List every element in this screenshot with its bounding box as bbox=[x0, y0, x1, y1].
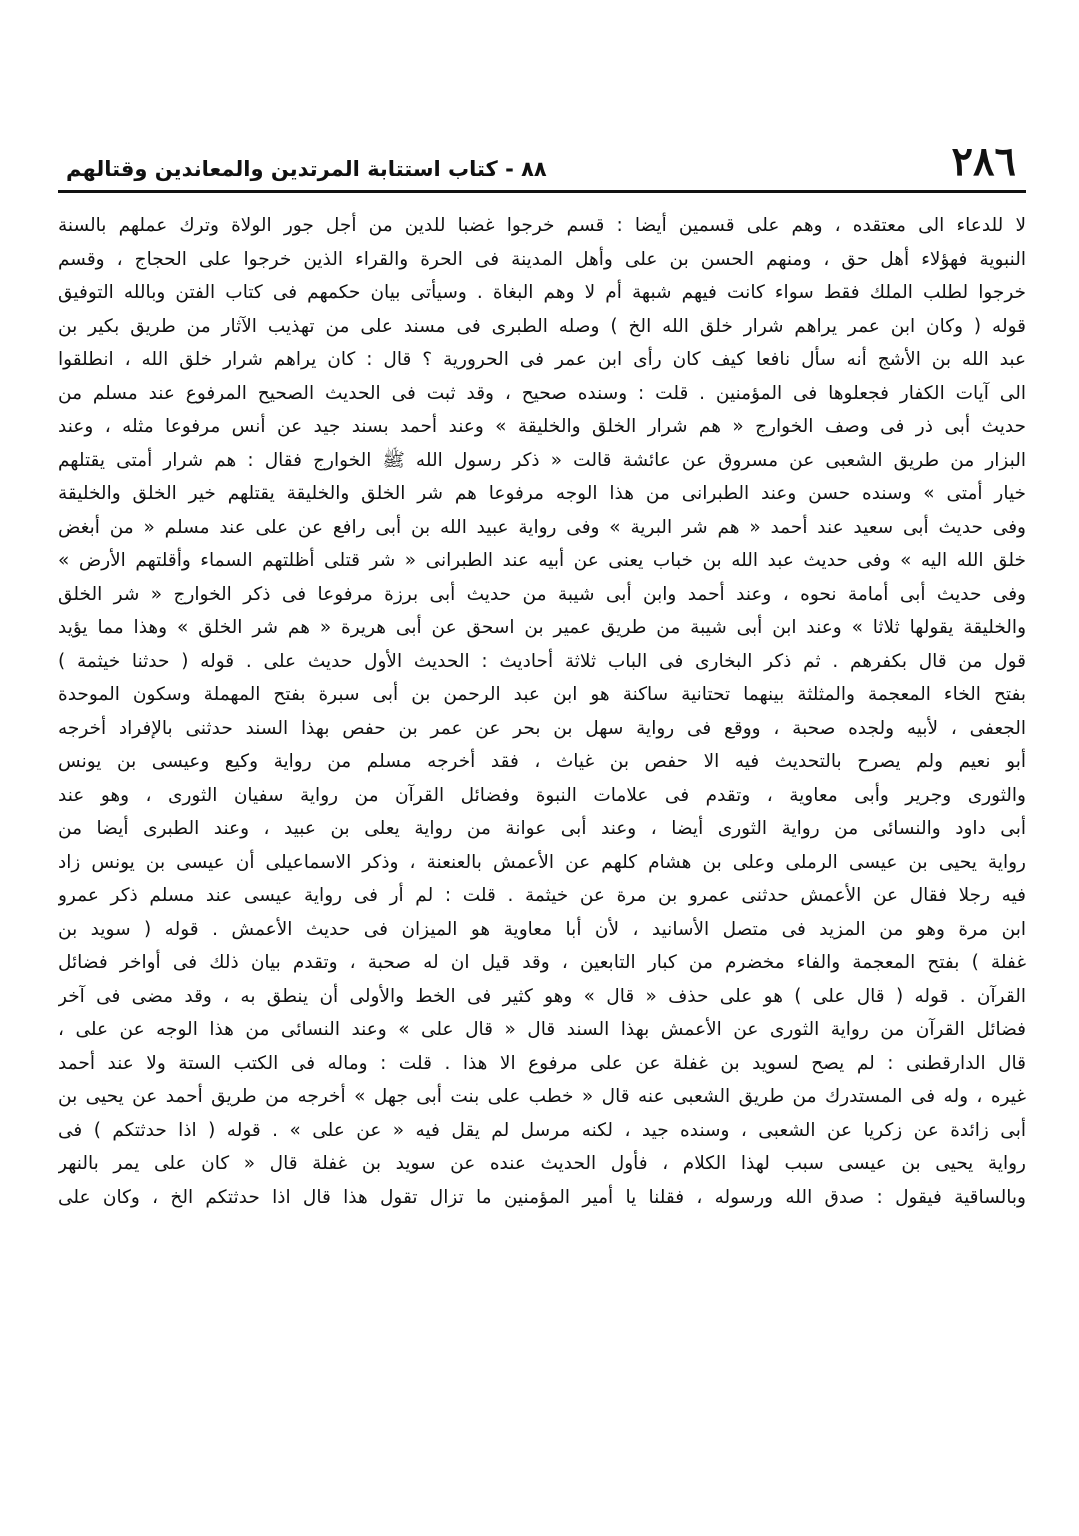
text-line: خيار أمتى » وسنده حسن وعند الطبرانى من هذا الوجه مرفوعا هم شر الخلق والخليقة يقتلهم خير الخلق والخليقة bbox=[58, 483, 1026, 504]
header-rule bbox=[58, 190, 1026, 193]
text-line: والثورى وجرير وأبى معاوية ، وتقدم فى علامات النبوة وفضائل القرآن من رواية سفيان الثورى ، وهو عند bbox=[58, 784, 1026, 806]
text-line: حديث أبى ذر فى وصف الخوارج « هم شرار الخلق والخليقة » وعند أحمد بسند جيد عن أنس مرفوعا مثله ، وعند bbox=[58, 416, 1026, 437]
book-page bbox=[58, 140, 1026, 1214]
text-line: أبو نعيم ولم يصرح بالتحديث فيه الا حفص بن غياث ، فقد أخرجه مسلم من رواية وكيع وعيسى بن يونس bbox=[58, 751, 1026, 772]
body-text bbox=[58, 209, 1026, 1214]
text-line: أبى زائدة عن زكريا عن الشعبى ، وسنده جيد ، لكنه مرسل لم يقل فيه « عن على » . قوله ( اذا حدثتكم ) فى bbox=[58, 1119, 1026, 1141]
text-line: أبى داود والنسائى من رواية الثورى أيضا ، وعند أبى عوانة من رواية يعلى بن عبيد ، وعند الطبرى أيضا من bbox=[58, 818, 1026, 839]
text-line: فيه رجلا فقال عن الأعمش حدثنى عمرو بن مرة عن خيثمة . قلت : لم أر فى رواية عيسى عند مسلم ذكر عمرو bbox=[58, 885, 1026, 906]
text-line: البزار من طريق الشعبى عن مسروق عن عائشة قالت « ذكر رسول الله ﷺ الخوارج فقال : هم شرار أمتى يقتلهم bbox=[58, 449, 1026, 471]
text-line: غيره ، وله فى المستدرك من طريق الشعبى عنه قال « خطب على بنت أبى جهل » أخرجه من طريق أحمد عن يحيى بن bbox=[58, 1086, 1026, 1107]
running-head: ٨٨ - كتاب استتابة المرتدين والمعاندين وقتالهم bbox=[66, 157, 547, 181]
text-line: غفلة ) بفتح المعجمة والفاء مخضرم من كبار التابعين ، وقد قيل ان له صحبة ، وتقدم بيان ذلك فى أواخر فضائل bbox=[58, 952, 1026, 973]
page-header bbox=[58, 140, 1026, 184]
text-line: خلق الله اليه » وفى حديث عبد الله بن خباب يعنى عن أبيه عند الطبرانى « شر قتلى أظلتهم السماء وأقلتهم الأرض » bbox=[58, 550, 1026, 571]
text-line: الجعفى ، لأبيه ولجده صحبة ، ووقع فى رواية سهل بن بحر عن عمر بن حفص بهذا السند حدثنى بالإفراد أخرجه bbox=[58, 717, 1026, 739]
text-line: قال الدارقطنى : لم يصح لسويد بن غفلة عن على مرفوع الا هذا . قلت : وماله فى الكتب الستة ولا عند أحمد bbox=[58, 1052, 1026, 1074]
text-line: النبوية فهؤلاء أهل حق ، ومنهم الحسن بن على وأهل المدينة فى الحرة والقراء الذين خرجوا على الحجاج ، وقسم bbox=[58, 248, 1026, 270]
text-line: وفى حديث أبى أمامة نحوه ، وعند أحمد وابن أبى شيبة من حديث أبى برزة مرفوعا فى ذكر الخوارج « شر الخلق bbox=[58, 583, 1026, 605]
text-line: لا للدعاء الى معتقده ، وهم على قسمين أيضا : قسم خرجوا غضبا للدين من أجل جور الولاة وترك عملهم بالسنة bbox=[58, 215, 1026, 236]
text-line: بفتح الخاء المعجمة والمثلثة بينهما تحتانية ساكنة هو ابن عبد الرحمن بن أبى سبرة بفتح المهملة وسكون الموحدة bbox=[58, 684, 1026, 705]
text-line: قول من قال بكفرهم . ثم ذكر البخارى فى الباب ثلاثة أحاديث : الحديث الأول حديث على . قوله ( حدثنا خيثمة ) bbox=[58, 650, 1026, 672]
text-line: خرجوا لطلب الملك فقط سواء كانت فيهم شبهة أم لا وهم البغاة . وسيأتى بيان حكمهم فى كتاب الفتن وبالله التوفيق bbox=[58, 282, 1026, 303]
text-line: قوله ( وكان ابن عمر يراهم شرار خلق الله الخ ) وصله الطبرى فى مسند على من تهذيب الآثار من طريق بكير بن bbox=[58, 315, 1026, 337]
text-line: الى آيات الكفار فجعلوها فى المؤمنين . قلت : وسنده صحيح ، وقد ثبت فى الحديث الصحيح المرفوع عند مسلم من bbox=[58, 382, 1026, 404]
page-number: ٢٨٦ bbox=[951, 138, 1016, 185]
text-line: عبد الله بن الأشج أنه سأل نافعا كيف كان رأى ابن عمر فى الحرورية ؟ قال : كان يراهم شرار خلق الله ، انطلقوا bbox=[58, 349, 1026, 370]
text-line: وبالساقية فيقول : صدق الله ورسوله ، فقلنا يا أمير المؤمنين ما تزال تقول هذا قال اذا حدثتكم الخ ، وكان على bbox=[58, 1186, 1026, 1208]
text-line: والخليقة يقولها ثلاثا » وعند ابن أبى شيبة من طريق عمير بن اسحق عن أبى هريرة « هم شر الخلق » وهذا مما يؤيد bbox=[58, 617, 1026, 638]
text-line: ابن مرة وهو من المزيد فى متصل الأسانيد ، لأن أبا معاوية هو الميزان فى حديث الأعمش . قوله ( سويد بن bbox=[58, 918, 1026, 940]
text-line: رواية يحيى بن عيسى الرملى وعلى بن هشام كلهم عن الأعمش بالعنعنة ، وذكر الاسماعيلى أن عيسى بن يونس زاد bbox=[58, 851, 1026, 873]
text-line: رواية يحيى بن عيسى سبب لهذا الكلام ، فأول الحديث عنده عن سويد بن غفلة قال « كان على يمر بالنهر bbox=[58, 1153, 1026, 1174]
text-line: وفى حديث أبى سعيد عند أحمد « هم شر البرية » وفى رواية عبيد الله بن أبى رافع عن على عند مسلم « من أبغض bbox=[58, 516, 1026, 538]
text-line: القرآن . قوله ( قال على ) هو على حذف « قال » وهو كثير فى الخط والأولى أن ينطق به ، وقد مضى فى آخر bbox=[58, 985, 1026, 1007]
text-line: فضائل القرآن من رواية الثورى عن الأعمش بهذا السند قال « قال على » وعند النسائى من هذا الوجه عن على ، bbox=[58, 1019, 1026, 1040]
